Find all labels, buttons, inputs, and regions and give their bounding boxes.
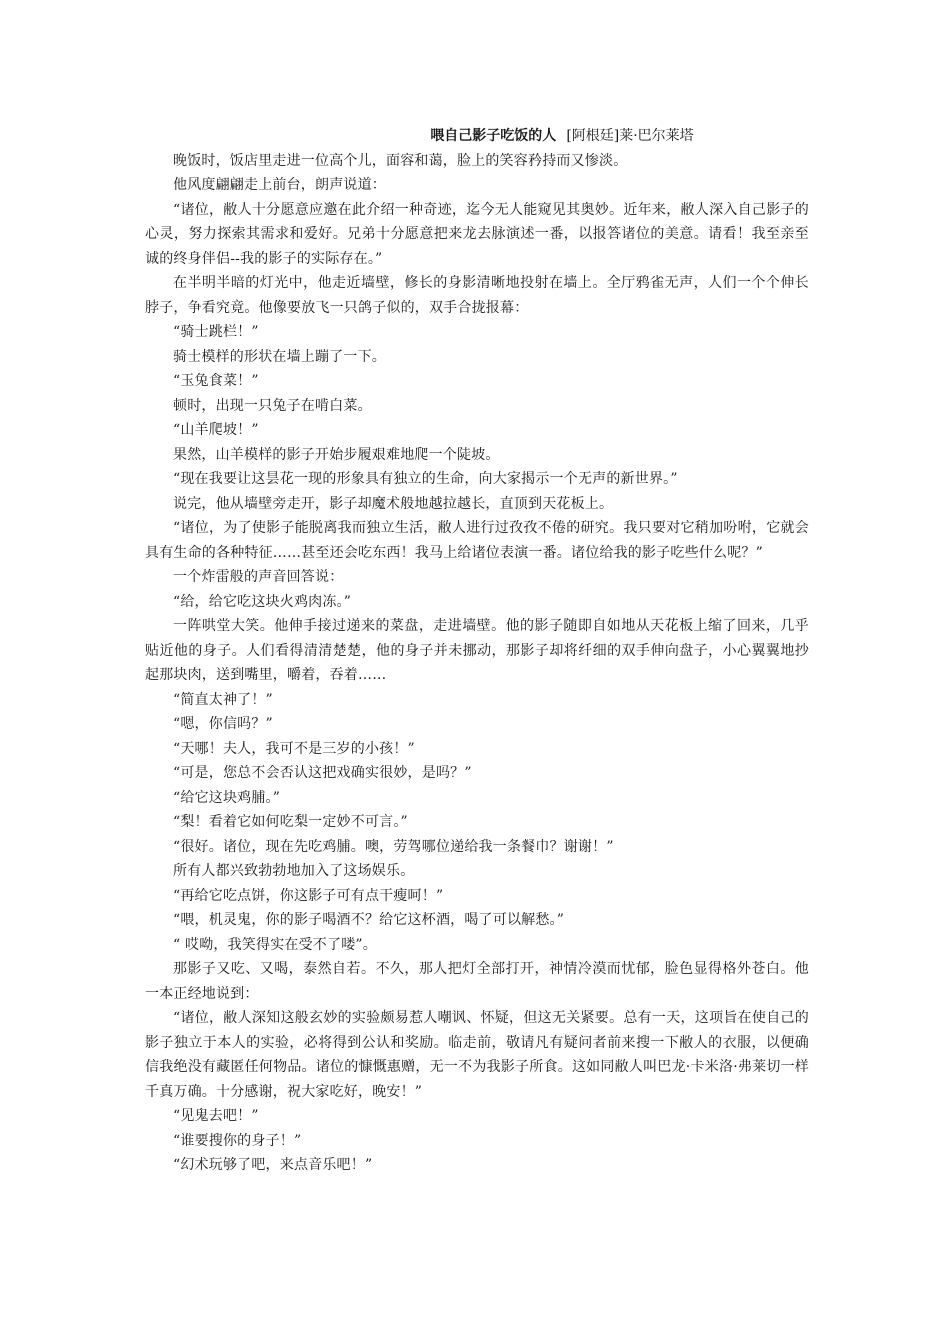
paragraph: “梨！看着它如何吃梨一定妙不可言。” [173, 814, 408, 830]
paragraph: 骑士模样的形状在墙上蹦了一下。 [173, 348, 386, 365]
paragraph: “喂，机灵鬼，你的影子喝酒不？给它这杯酒，喝了可以解愁。” [173, 912, 565, 928]
paragraph: 果然，山羊模样的影子开始步履艰难地爬一个陡坡。 [173, 446, 500, 463]
title-text: 喂自己影子吃饭的人 [430, 128, 557, 144]
paragraph: “谁要搜你的身子！” [173, 1132, 302, 1149]
document-title [145, 124, 809, 149]
paragraph: “ 哎呦，我笑得实在受不了喽”。 [173, 936, 377, 953]
paragraph: 说完，他从墙壁旁走开，影子却魔术般地越拉越长，直顶到天花板上。 [173, 495, 614, 512]
paragraph: “嗯，你信吗？” [173, 716, 273, 732]
paragraph: “可是，您总不会否认这把戏确实很妙，是吗？” [173, 765, 472, 781]
paragraph: “给，给它吃这块火鸡肉冻。” [173, 593, 352, 610]
paragraph: “天哪！夫人，我可不是三岁的小孩！” [173, 740, 415, 757]
paragraph: “见鬼去吧！” [173, 1108, 259, 1124]
paragraph: 所有人都兴致勃勃地加入了这场娱乐。 [173, 863, 415, 879]
document-page [145, 124, 809, 1178]
paragraph: “山羊爬坡！” [173, 422, 259, 438]
paragraph: 一阵哄堂大笑。他伸手接过递来的菜盘，走进墙壁。他的影子随即自如地从天花板上缩了回来，几乎贴近他的身子。人们看得清清楚楚，他的身子并未挪动，那影子却将纤细的双手伸向盘子，小心翼翼地抄起那块肉，送到嘴里，嚼着，吞着…… [145, 618, 809, 683]
paragraph: “玉兔食菜！” [173, 373, 259, 389]
paragraph: “骑士跳栏！” [173, 324, 259, 340]
paragraph: “诸位，敝人深知这般玄妙的实验颇易惹人嘲讽、怀疑，但这无关紧要。总有一天，这项旨在使自己的影子独立于本人的实验，必将得到公认和奖励。临走前，敬请凡有疑问者前来搜一下敝人的衣服，以便确信我绝没有藏匿任何物品。诸位的慷慨惠赠，无一不为我影子所食。这如同敝人叫巴龙·卡米洛·弗莱切一样千真万确。十分感谢，祝大家吃好，晚安！” [145, 1010, 809, 1100]
paragraph: “现在我要让这昙花一现的形象具有独立的生命，向大家揭示一个无声的新世界。” [173, 471, 678, 487]
paragraph: “诸位，为了使影子能脱离我而独立生活，敝人进行过孜孜不倦的研究。我只要对它稍加吩咐，它就会具有生命的各种特征……甚至还会吃东西！我马上给诸位表演一番。诸位给我的影子吃些什么呢？” [145, 520, 809, 561]
paragraph: “简直太神了！” [173, 691, 273, 708]
paragraph: 顿时，出现一只兔子在啃白菜。 [173, 397, 372, 414]
paragraph: “很好。诸位，现在先吃鸡脯。噢，劳驾哪位递给我一条餐巾？谢谢！” [173, 838, 614, 855]
paragraph: “再给它吃点饼，你这影子可有点干瘦呵！” [173, 887, 444, 904]
paragraph: 一个炸雷般的声音回答说： [173, 569, 344, 585]
paragraph: 晚饭时，饭店里走进一位高个儿，面容和蔼，脸上的笑容矜持而又惨淡。 [173, 152, 628, 169]
paragraph: “诸位，敝人十分愿意应邀在此介绍一种奇迹，迄今无人能窥见其奥妙。近年来，敝人深入自己影子的心灵，努力探索其需求和爱好。兄弟十分愿意把来龙去脉演述一番，以报答诸位的美意。请看！我至亲至诚的终身伴侣--我的影子的实际存在。” [145, 201, 809, 267]
body-text [145, 149, 809, 1178]
paragraph: 他风度翩翩走上前台，朗声说道： [173, 177, 386, 193]
paragraph: “给它这块鸡脯。” [173, 789, 281, 806]
author-text: [阿根廷]莱·巴尔莱塔 [566, 128, 694, 144]
paragraph: 那影子又吃、又喝，泰然自若。不久，那人把灯全部打开，神情冷漠而忧郁，脸色显得格外苍白。他一本正经地说到： [145, 961, 809, 1002]
paragraph: 在半明半暗的灯光中，他走近墙壁，修长的身影清晰地投射在墙上。全厅鸦雀无声，人们一个个伸长脖子，争看究竟。他像要放飞一只鸽子似的，双手合拢报幕： [145, 275, 809, 316]
paragraph: “幻术玩够了吧，来点音乐吧！” [173, 1157, 373, 1173]
